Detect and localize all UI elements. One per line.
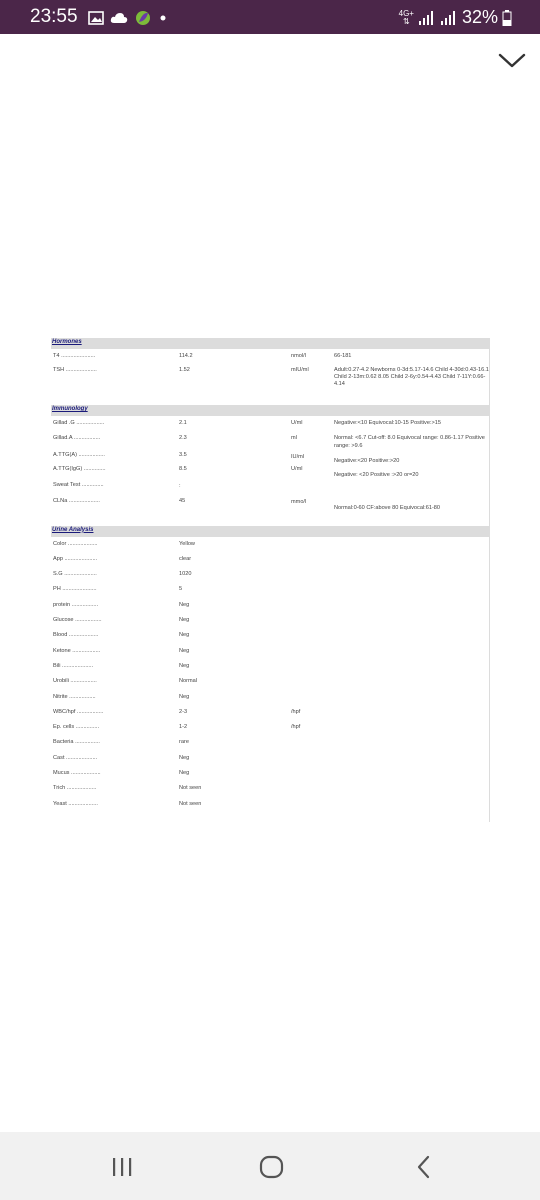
test-value: Neg xyxy=(179,632,190,639)
recent-apps-icon[interactable] xyxy=(107,1154,137,1180)
test-value: : xyxy=(179,483,181,490)
test-value: Not seen xyxy=(179,785,202,792)
signal-icon xyxy=(440,11,458,25)
table-row xyxy=(51,464,489,480)
test-value: 2-3 xyxy=(179,708,188,715)
table-row xyxy=(51,569,489,584)
test-value: Normal xyxy=(179,678,198,685)
table-row xyxy=(51,600,489,615)
test-name: T4 ...................... xyxy=(53,353,96,359)
test-name: protein ................. xyxy=(53,601,99,608)
test-unit: ml xyxy=(291,435,297,442)
test-unit: IU/ml xyxy=(291,454,305,461)
table-row xyxy=(51,707,489,722)
test-name: A.TTG(A) ................. xyxy=(53,452,105,459)
test-name: Mucus ................... xyxy=(53,770,101,777)
table-row xyxy=(51,646,489,661)
test-reference: Negative: <20 Positive :>20 or=20 xyxy=(334,472,419,479)
urine-analysis-section xyxy=(51,526,489,814)
test-value: Neg xyxy=(179,693,190,700)
test-name: Ketone .................. xyxy=(53,647,101,654)
test-name: Nitrite ................. xyxy=(53,693,96,700)
test-value: 3.5 xyxy=(179,452,187,459)
test-unit: /hpf xyxy=(291,724,301,731)
test-name: Color ................... xyxy=(53,540,98,547)
section-header xyxy=(51,405,489,416)
test-reference: Negative:<20 Positive:>20 xyxy=(334,458,400,465)
table-row xyxy=(51,753,489,768)
test-value: Not seen xyxy=(179,800,202,807)
status-time: 23:55 xyxy=(30,6,78,27)
test-value: 1.52 xyxy=(179,367,190,373)
test-unit: mmo/l xyxy=(291,498,307,505)
section-title: Hormones xyxy=(52,339,82,345)
immunology-section xyxy=(51,405,489,526)
test-value: 1020 xyxy=(179,571,192,578)
dot-icon xyxy=(158,13,168,23)
battery-icon xyxy=(502,10,512,26)
test-name: App ..................... xyxy=(53,555,98,562)
table-row xyxy=(51,615,489,630)
test-name: CLNa .................... xyxy=(53,497,100,504)
table-row xyxy=(51,661,489,676)
hormones-section xyxy=(51,338,489,405)
test-name: Trich ................... xyxy=(53,785,97,792)
table-row xyxy=(51,433,489,450)
test-value: 2.3 xyxy=(179,435,187,442)
test-name: PH ...................... xyxy=(53,586,97,593)
test-name: Urobili ................. xyxy=(53,678,97,685)
test-value: rare xyxy=(179,739,189,746)
test-value: Yellow xyxy=(179,540,195,547)
urine-rows xyxy=(51,539,489,814)
test-name: Cast .................... xyxy=(53,754,98,761)
test-unit: mIU/ml xyxy=(291,367,309,373)
test-name: Glucose ................. xyxy=(53,617,102,624)
table-row xyxy=(51,630,489,645)
test-unit: nmol/l xyxy=(291,353,306,359)
status-bar xyxy=(0,0,540,34)
test-value: Neg xyxy=(179,662,190,669)
back-icon[interactable] xyxy=(409,1154,439,1180)
test-reference: 66-181 xyxy=(334,353,352,359)
table-row xyxy=(51,351,489,365)
cloud-icon xyxy=(110,12,128,24)
test-value: 5 xyxy=(179,586,183,593)
chevron-down-icon[interactable] xyxy=(497,48,527,72)
table-row xyxy=(51,676,489,691)
test-value: Neg xyxy=(179,754,190,761)
table-row xyxy=(51,783,489,798)
table-row xyxy=(51,799,489,814)
test-value: 45 xyxy=(179,497,186,504)
test-value: Neg xyxy=(179,601,190,608)
test-name: WBC/hpf ................. xyxy=(53,708,104,715)
test-name: S.G ..................... xyxy=(53,571,97,578)
section-title: Immunology xyxy=(52,406,88,412)
test-unit: U/ml xyxy=(291,420,303,426)
test-name: Ep. cells ............... xyxy=(53,724,100,731)
test-reference: Adult:0.27-4.2 Newborns 0-3d:5.17-14.6 Child 4-30d:0.43-16.1 Child 2-13m:0.62 8.05 Child 2-6y:0.54-4.43 Child 7-11Y:0.66-4.14 xyxy=(334,367,489,388)
test-value: 2.1 xyxy=(179,420,187,426)
test-unit: U/ml xyxy=(291,466,303,473)
table-row xyxy=(51,737,489,752)
test-reference: Negative:<10 Equivocal:10-15 Positive:>15 xyxy=(334,420,441,426)
table-row xyxy=(51,584,489,599)
test-value: Neg xyxy=(179,617,190,624)
test-unit: /hpf xyxy=(291,708,301,715)
test-value: clear xyxy=(179,555,192,562)
table-row xyxy=(51,365,489,405)
test-name: Yeast ................... xyxy=(53,800,98,807)
image-icon xyxy=(88,11,104,25)
home-icon[interactable] xyxy=(257,1154,287,1180)
status-system-icons xyxy=(399,7,512,28)
network-type: 4G+ ⇅ xyxy=(398,8,414,26)
table-row xyxy=(51,418,489,433)
test-name: TSH .................... xyxy=(53,367,97,373)
test-value: 1-2 xyxy=(179,724,188,731)
table-row xyxy=(51,722,489,737)
test-value: Neg xyxy=(179,770,190,777)
test-name: Bacteria ................ xyxy=(53,739,100,746)
test-reference: Normal: <6.7 Cut-off: 8.0 Equivocal range: 0.86-1.17 Positive range: >9.6 xyxy=(334,435,485,449)
test-name: Gillad .G .................. xyxy=(53,420,105,426)
table-row xyxy=(51,692,489,707)
test-value: 8.5 xyxy=(179,466,187,473)
table-row xyxy=(51,768,489,783)
table-row xyxy=(51,450,489,464)
test-value: 114.2 xyxy=(179,353,193,359)
table-row xyxy=(51,539,489,554)
test-name: Bili .................... xyxy=(53,662,94,669)
navigation-bar xyxy=(0,1132,540,1200)
signal-icon xyxy=(418,11,436,25)
table-row xyxy=(51,480,489,495)
status-notification-icons xyxy=(88,9,168,27)
test-value: Neg xyxy=(179,647,190,654)
test-name: A.TTG(IgG) .............. xyxy=(53,466,106,473)
test-name: Sweat Test .............. xyxy=(53,482,104,489)
section-header xyxy=(51,526,489,537)
battery-percent: 32% xyxy=(461,7,498,27)
test-reference: Normal:0-60 CF:above 80 Equivocal:61-80 xyxy=(334,504,441,511)
test-name: Blood ................... xyxy=(53,632,99,639)
section-header xyxy=(51,338,489,349)
test-name: Gillad.A ................. xyxy=(53,435,101,442)
app-icon xyxy=(134,9,152,27)
table-row xyxy=(51,496,489,526)
section-title: Urine Analysis xyxy=(52,526,94,533)
lab-report xyxy=(51,338,490,822)
table-row xyxy=(51,554,489,569)
